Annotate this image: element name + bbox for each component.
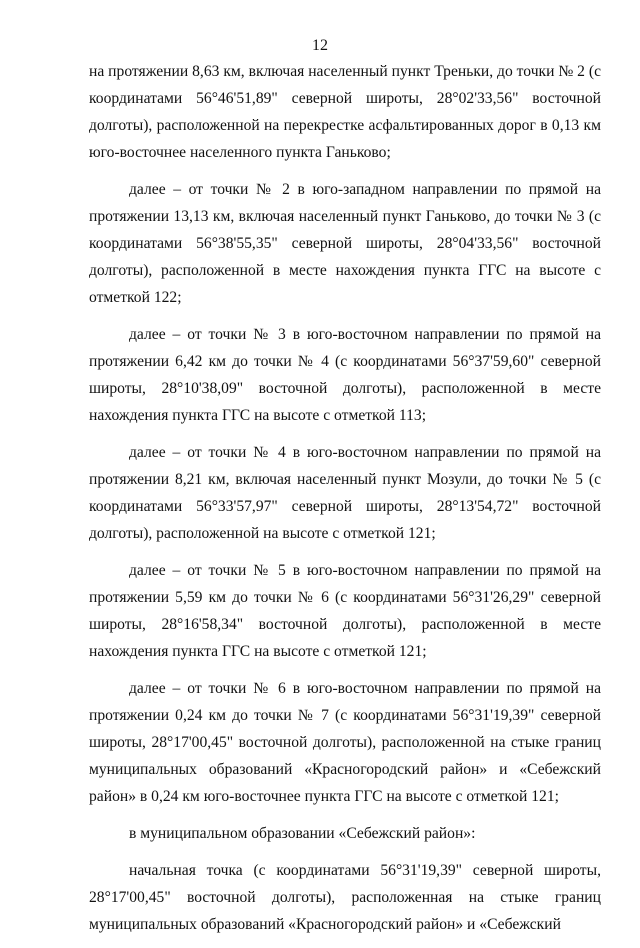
paragraph-point-5: далее – от точки № 5 в юго-восточном направлении по прямой на протяжении 5,59 км до точки № 6 (с координатами 56°31'26,29" северной широты, 28°16'58,34" восточной долготы), расположенной в месте нахождения пункта ГГС на высоте с отметкой 121; — [89, 562, 601, 660]
section-heading: в муниципальном образовании «Себежский район»: — [129, 825, 476, 842]
paragraph-point-2: далее – от точки № 2 в юго-западном направлении по прямой на протяжении 13,13 км, включая населенный пункт Ганьково, до точки № 3 (с координатами 56°38'55,35" северной широты, 28°04'33,56" восточной долготы), расположенной в месте нахождения пункта ГГС на высоте с отметкой 122; — [89, 181, 601, 306]
paragraph-start-point: начальная точка (с координатами 56°31'19,39" северной широты, 28°17'00,45" восточной долготы), расположенная на стыке границ муниципальных образований «Красногородский район» и «Себежский — [89, 862, 601, 933]
paragraph-point-4: далее – от точки № 4 в юго-восточном направлении по прямой на протяжении 8,21 км, включая населенный пункт Мозули, до точки № 5 (с координатами 56°33'57,97" северной широты, 28°13'54,72" восточной долготы), расположенной на высоте с отметкой 121; — [89, 444, 601, 542]
page-number: 12 — [312, 37, 328, 54]
paragraph-point-3: далее – от точки № 3 в юго-восточном направлении по прямой на протяжении 6,42 км до точки № 4 (с координатами 56°37'59,60" северной широты, 28°10'38,09" восточной долготы), расположенной в месте нахождения пункта ГГС на высоте с отметкой 113; — [89, 326, 601, 424]
paragraph-continuation: на протяжении 8,63 км, включая населенный пункт Треньки, до точки № 2 (с координатами 56°46'51,89" северной широты, 28°02'33,56" восточной долготы), расположенной на перекрестке асфальтированных дорог в 0,13 км юго-восточнее населенного пункта Ганьково; — [89, 63, 601, 161]
document-body — [89, 58, 601, 948]
paragraph-point-6: далее – от точки № 6 в юго-восточном направлении по прямой на протяжении 0,24 км до точки № 7 (с координатами 56°31'19,39" северной широты, 28°17'00,45" восточной долготы), расположенной на стыке границ муниципальных образований «Красногородский район» и «Себежский район» в 0,24 км юго-восточнее пункта ГГС на высоте с отметкой 121; — [89, 680, 601, 805]
